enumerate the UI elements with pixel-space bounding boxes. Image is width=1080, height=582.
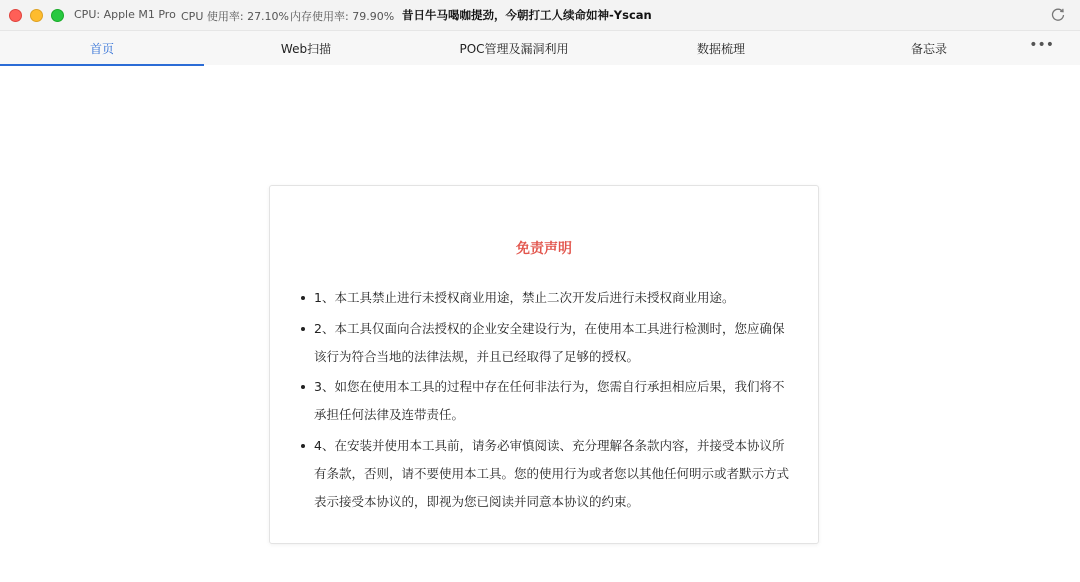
- tab-home[interactable]: [0, 31, 204, 65]
- disclaimer-item: 2、本工具仅面向合法授权的企业安全建设行为，在使用本工具进行检测时，您应确保该行为符合当地的法律法规，并且已经取得了足够的授权。: [314, 315, 790, 371]
- title-bar: [0, 0, 1080, 30]
- cpu-model-label: CPU: Apple M1 Pro: [74, 8, 176, 21]
- tab-data-sorting-label: 数据梳理: [696, 41, 745, 56]
- disclaimer-item: 3、如您在使用本工具的过程中存在任何非法行为，您需自行承担相应后果，我们将不承担任何法律及连带责任。: [314, 373, 790, 429]
- tab-web-scan[interactable]: [204, 31, 408, 65]
- zoom-window-button[interactable]: [51, 9, 64, 22]
- refresh-icon[interactable]: [1050, 7, 1066, 23]
- close-window-button[interactable]: [9, 9, 22, 22]
- tab-memo[interactable]: [827, 31, 1031, 65]
- cpu-usage-label: CPU 使用率: 27.10%: [181, 10, 290, 23]
- memory-usage-label: 内存使用率: 79.90%: [290, 10, 395, 23]
- tab-home-label: 首页: [89, 41, 114, 56]
- tab-data-sorting[interactable]: [619, 31, 823, 65]
- tab-poc-management[interactable]: [412, 31, 616, 65]
- minimize-window-button[interactable]: [30, 9, 43, 22]
- app-slogan: 昔日牛马喝咖提劲，今朝打工人续命如神-Yscan: [402, 8, 652, 22]
- more-tabs-button[interactable]: •••: [1029, 37, 1054, 53]
- disclaimer-item: 1、本工具禁止进行未授权商业用途，禁止二次开发后进行未授权商业用途。: [314, 284, 790, 312]
- disclaimer-item: 4、在安装并使用本工具前，请务必审慎阅读、充分理解各条款内容，并接受本协议所有条款，否则，请不要使用本工具。您的使用行为或者您以其他任何明示或者默示方式表示接受本协议的，即视为您已阅读并同意本协议的约束。: [314, 432, 790, 516]
- tab-poc-management-label: POC管理及漏洞利用: [459, 41, 569, 56]
- disclaimer-list: [314, 284, 790, 518]
- disclaimer-card: [269, 185, 819, 544]
- tab-web-scan-label: Web扫描: [280, 41, 332, 56]
- window-controls: [9, 9, 64, 22]
- tab-bar: [0, 30, 1080, 65]
- tab-memo-label: 备忘录: [910, 41, 947, 56]
- disclaimer-title: 免责声明: [516, 241, 572, 257]
